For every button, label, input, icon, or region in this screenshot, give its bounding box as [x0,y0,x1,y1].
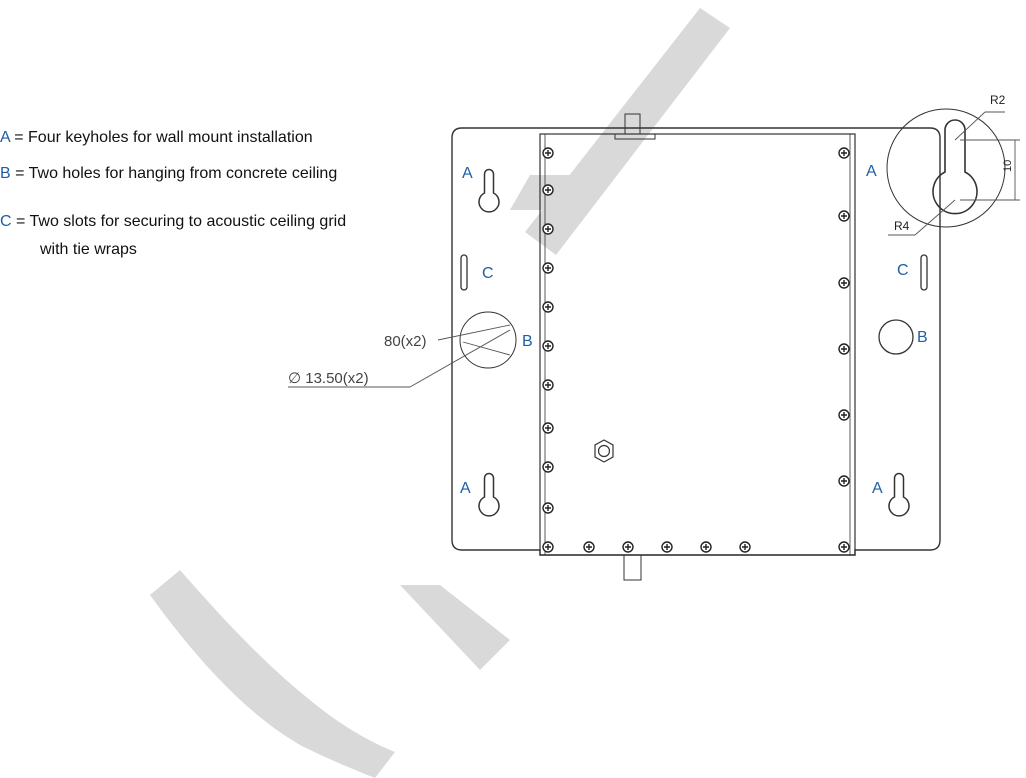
keyhole-bottom-right [889,474,909,516]
screw [839,542,849,552]
keyhole-top-left [479,170,499,212]
legend-letter-a: A [0,129,10,146]
screw [543,341,553,351]
dim-radius-small: R2 [990,93,1006,107]
legend-letter-c: C [0,213,12,230]
legend-letter-b: B [0,165,11,182]
callout-b-left: B [522,333,533,350]
callout-b-right: B [917,329,928,346]
screw [839,278,849,288]
callout-a-top-right: A [866,163,877,180]
screw [543,462,553,472]
callout-a-top-left: A [462,165,473,182]
watermark [150,8,730,778]
hole-left-detail [460,312,516,368]
screw [543,185,553,195]
callout-c-left: C [482,265,494,282]
dim-slot-length: 10 [1002,159,1014,172]
legend-text-c: = Two slots for securing to acoustic ceiling grid [11,213,347,230]
keyholes [479,109,1005,516]
screw [543,380,553,390]
slot-right [921,255,927,290]
slots [461,255,927,290]
screw [543,224,553,234]
screw [740,542,750,552]
legend-item-a [0,128,313,148]
screw [839,211,849,221]
screw [701,542,711,552]
legend-item-c [0,212,346,232]
screw [584,542,594,552]
screw [543,263,553,273]
slot-left [461,255,467,290]
screw [543,148,553,158]
screw [543,302,553,312]
legend-item-b [0,164,337,184]
screw [623,542,633,552]
dim-hole-diameter: ∅ 13.50(x2) [288,370,369,387]
legend-text-b: = Two holes for hanging from concrete ceiling [10,165,338,182]
screw [543,542,553,552]
screw [839,344,849,354]
keyhole-bottom-left [479,474,499,516]
screw [543,503,553,513]
dim-hole-center: 80(x2) [384,333,427,350]
legend-text-a: = Four keyholes for wall mount installation [9,129,313,146]
screw [543,423,553,433]
legend-text-c-continuation: with tie wraps [40,241,137,258]
callout-a-bottom-left: A [460,480,471,497]
screw [839,476,849,486]
screw [662,542,672,552]
hole-right [879,320,913,354]
callout-c-right: C [897,262,909,279]
screw [839,410,849,420]
callout-a-bottom-right: A [872,480,883,497]
screw [839,148,849,158]
dim-radius-large: R4 [894,219,910,233]
